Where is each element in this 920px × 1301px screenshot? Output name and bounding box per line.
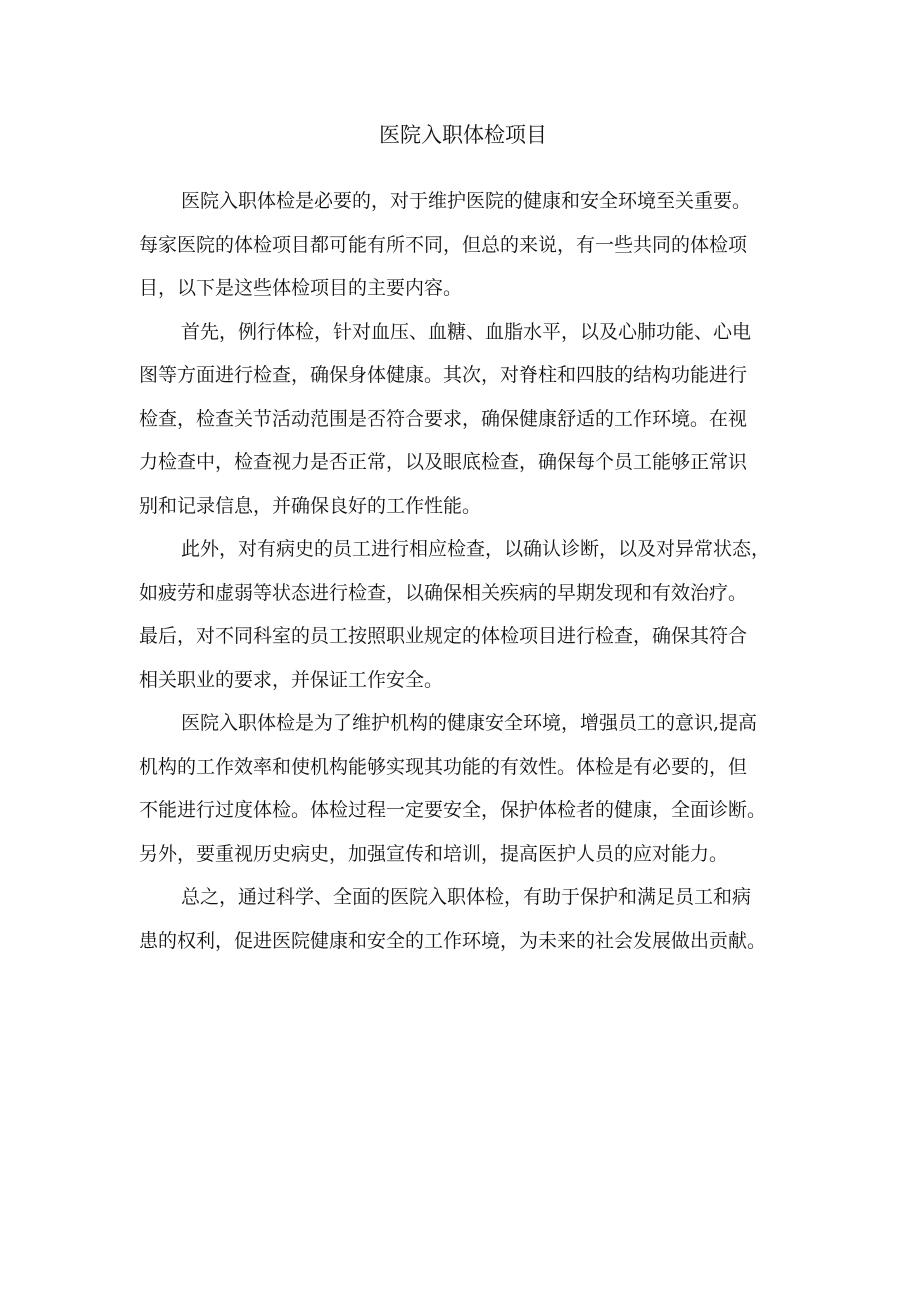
paragraph-line: 最后，对不同科室的员工按照职业规定的体检项目进行检查，确保其符合 bbox=[139, 625, 748, 647]
paragraph-line: 别和记录信息，并确保良好的工作性能。 bbox=[139, 494, 482, 517]
paragraph-line: 机构的工作效率和使机构能够实现其功能的有效性。体检是有必要的，但 bbox=[139, 755, 748, 778]
paragraph-line: 另外，要重视历史病史，加强宣传和培训，提高医护人员的应对能力。 bbox=[139, 842, 729, 865]
document-title: 医院入职体检项目 bbox=[379, 123, 547, 147]
paragraph-line: 医院入职体检是为了维护机构的健康安全环境，增强员工的意识,提高 bbox=[181, 712, 758, 734]
paragraph bbox=[139, 876, 795, 963]
paragraph-line: 检查，检查关节活动范围是否符合要求，确保健康舒适的工作环境。在视 bbox=[139, 407, 748, 430]
document-body bbox=[139, 180, 795, 963]
paragraph-line: 相关职业的要求，并保证工作安全。 bbox=[139, 668, 444, 691]
paragraph-line: 医院入职体检是必要的，对于维护医院的健康和安全环境至关重要。 bbox=[181, 190, 752, 212]
paragraph bbox=[139, 528, 795, 702]
paragraph-line: 总之，通过科学、全面的医院入职体检，有助于保护和满足员工和病 bbox=[181, 886, 752, 908]
paragraph bbox=[139, 702, 795, 876]
paragraph-line: 如疲劳和虚弱等状态进行检查，以确保相关疾病的早期发现和有效治疗。 bbox=[139, 581, 748, 604]
paragraph-line: 此外，对有病史的员工进行相应检查，以确认诊断，以及对异常状态， bbox=[181, 538, 771, 560]
paragraph bbox=[139, 311, 795, 529]
paragraph-line: 每家医院的体检项目都可能有所不同，但总的来说，有一些共同的体检项 bbox=[139, 233, 748, 256]
paragraph-line: 图等方面进行检查，确保身体健康。其次，对脊柱和四肢的结构功能进行 bbox=[139, 364, 748, 386]
paragraph bbox=[139, 180, 795, 311]
paragraph-line: 不能进行过度体检。体检过程一定要安全，保护体检者的健康，全面诊断。 bbox=[139, 799, 767, 821]
paragraph-line: 首先，例行体检，针对血压、血糖、血脂水平，以及心肺功能、心电 bbox=[181, 320, 752, 343]
paragraph-line: 目，以下是这些体检项目的主要内容。 bbox=[139, 277, 463, 299]
paragraph-line: 力检查中，检查视力是否正常，以及眼底检查，确保每个员工能够正常识 bbox=[139, 451, 748, 473]
paragraph-line: 患的权利，促进医院健康和安全的工作环境，为未来的社会发展做出贡献。 bbox=[139, 929, 767, 952]
